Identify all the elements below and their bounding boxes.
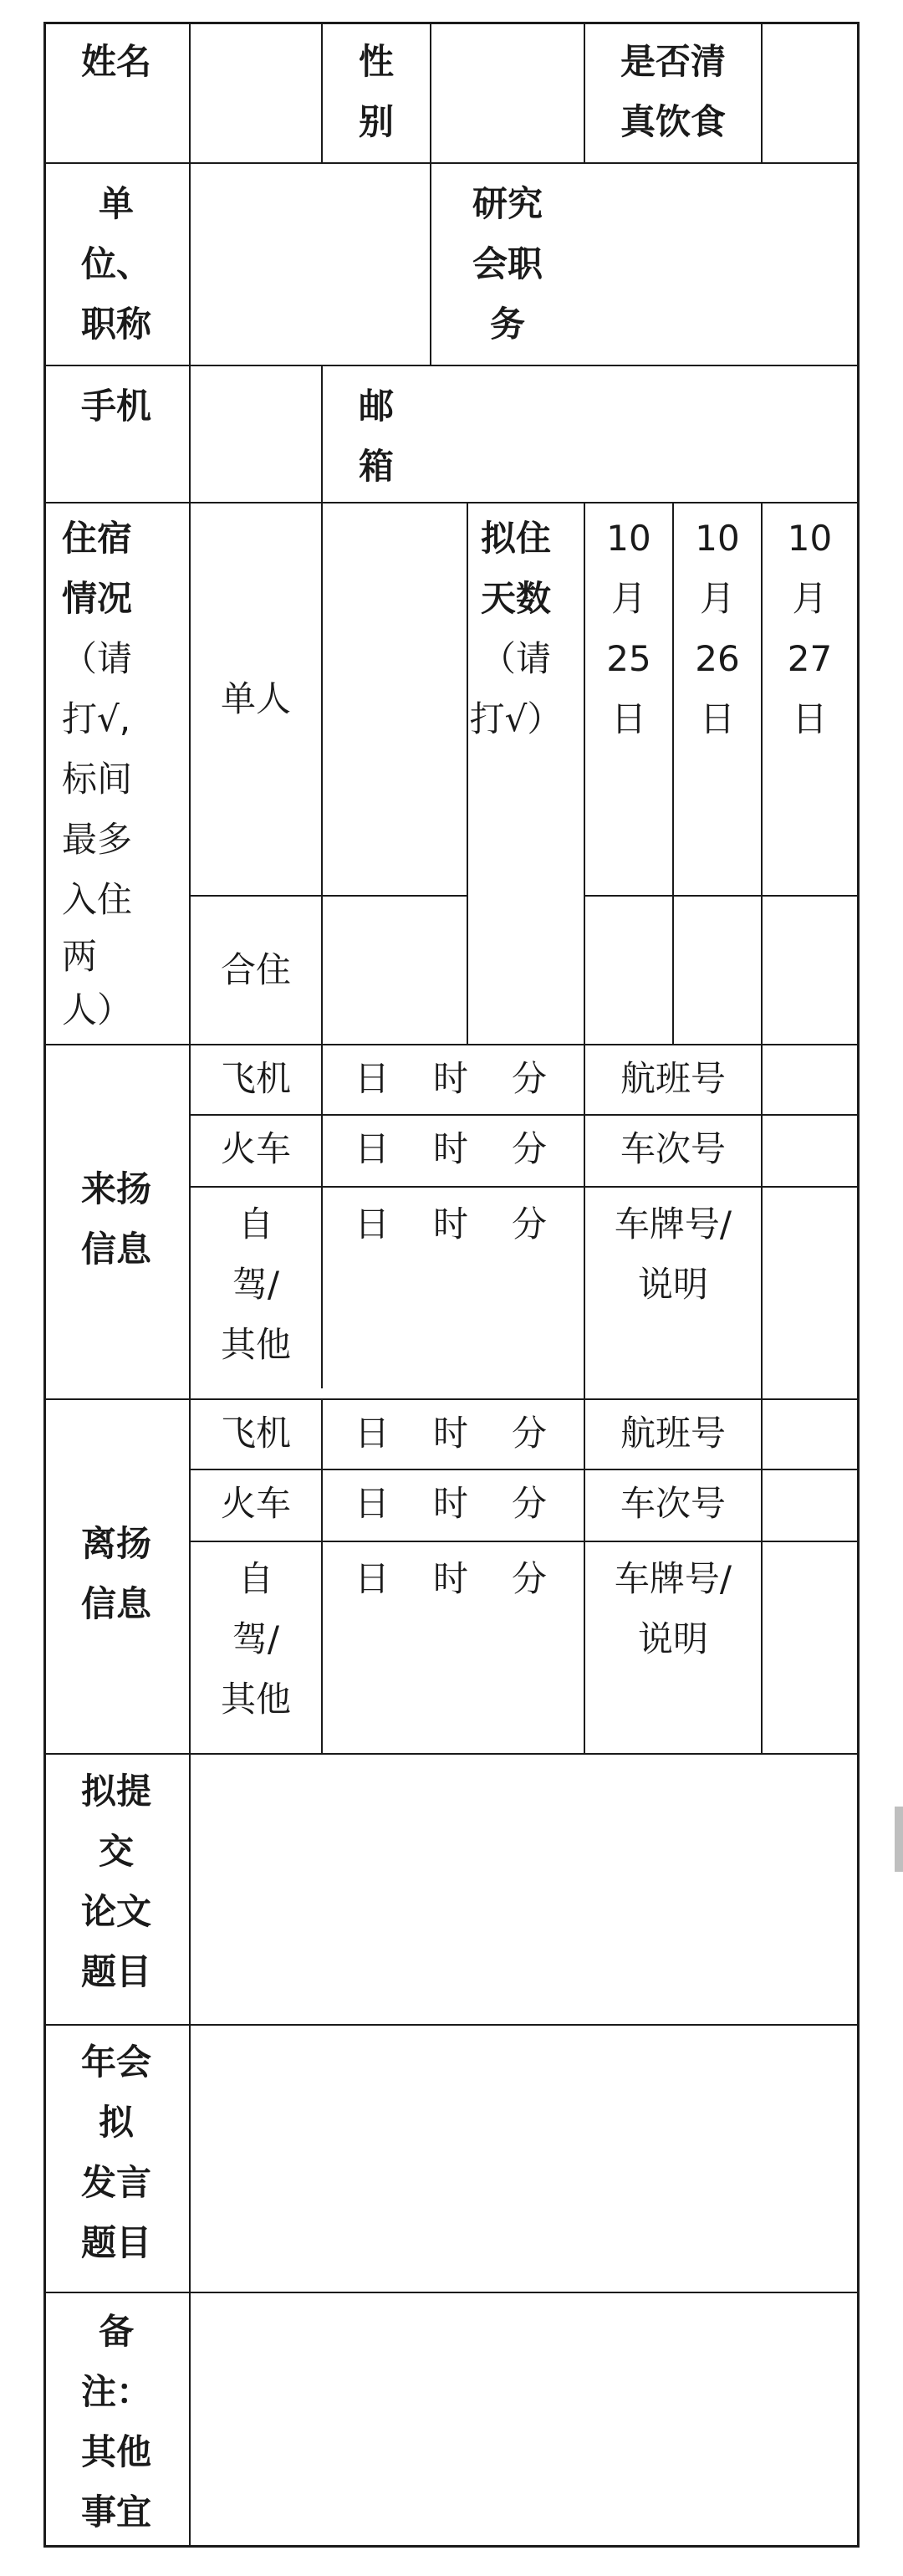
registration-form-table [43, 22, 860, 2548]
date-day-char: 日 [610, 698, 646, 739]
halal-label-line2: 真饮食 [620, 101, 726, 142]
gender-field[interactable] [431, 24, 584, 162]
lodging-label-line1: 住宿 [62, 518, 133, 559]
shared-room-checkbox[interactable] [323, 897, 467, 1044]
arrival-selfdrive-label-line1: 自 [237, 1204, 273, 1245]
date-month-char: 月 [610, 578, 646, 619]
row-divider [189, 1469, 860, 1470]
lodging-label-line3: （请 [62, 638, 133, 679]
stay-days-label-line1: 拟住 [480, 518, 551, 559]
departure-selfdrive-hour: 时 [433, 1558, 469, 1599]
arrival-train-hour: 时 [433, 1128, 469, 1169]
departure-selfdrive-minute: 分 [512, 1558, 548, 1599]
table-border-right [857, 22, 860, 2548]
phone-field[interactable] [191, 366, 321, 502]
departure-train-day: 日 [355, 1483, 390, 1524]
arrival-plate-field[interactable] [763, 1188, 857, 1398]
departure-selfdrive-label-line2: 驾/ [232, 1618, 280, 1659]
date-day-number: 25 [606, 638, 651, 679]
stay-date-26-checkbox[interactable] [674, 897, 761, 1044]
departure-flight-no-field[interactable] [763, 1400, 857, 1469]
notes-label-line1: 备 [98, 2311, 134, 2352]
departure-train-no-label: 车次号 [620, 1483, 726, 1524]
arrival-selfdrive-day: 日 [355, 1204, 390, 1245]
date-month-number: 10 [787, 518, 833, 559]
single-room-label: 单人 [220, 678, 291, 719]
departure-flight-no-label: 航班号 [620, 1413, 726, 1454]
notes-field[interactable] [191, 2293, 857, 2545]
column-divider [321, 1398, 323, 1753]
stay-days-label-line4: 打√） [469, 698, 563, 739]
paper-title-field[interactable] [191, 1755, 857, 2024]
departure-plane-label: 飞机 [220, 1413, 291, 1454]
gender-label-line1: 性 [358, 41, 394, 82]
halal-field[interactable] [763, 24, 857, 162]
departure-label-line2: 信息 [80, 1583, 151, 1624]
lodging-label-line4: 打√, [62, 698, 131, 739]
arrival-selfdrive-label-line3: 其他 [220, 1324, 291, 1365]
society-role-field[interactable] [585, 164, 857, 365]
date-day-char: 日 [792, 698, 828, 739]
shared-room-label: 合住 [220, 949, 291, 990]
email-label-line2: 箱 [358, 446, 394, 487]
lodging-label-line2: 情况 [62, 578, 133, 619]
date-day-char: 日 [699, 698, 735, 739]
notes-label-line4: 事宜 [80, 2492, 151, 2533]
paper-title-label-line3: 论文 [80, 1891, 151, 1932]
email-label-line1: 邮 [358, 386, 394, 427]
phone-label: 手机 [80, 386, 151, 427]
date-month-char: 月 [699, 578, 735, 619]
speech-title-label-line2: 拟 [98, 2102, 134, 2143]
lodging-label-line8: 两 [62, 936, 98, 977]
date-month-number: 10 [695, 518, 740, 559]
departure-label-line1: 离扬 [80, 1523, 151, 1564]
halal-label-line1: 是否清 [620, 41, 726, 82]
lodging-label-line7: 入住 [62, 879, 133, 920]
paper-title-label-line4: 题目 [80, 1951, 151, 1992]
departure-plane-minute: 分 [512, 1413, 548, 1454]
departure-plate-label-line1: 车牌号/ [614, 1558, 732, 1599]
departure-train-hour: 时 [433, 1483, 469, 1524]
arrival-train-day: 日 [355, 1128, 390, 1169]
society-role-label-line2: 会职 [472, 243, 543, 284]
paper-title-label-line1: 拟提 [80, 1771, 151, 1812]
arrival-flight-no-label: 航班号 [620, 1058, 726, 1099]
date-day-number: 27 [787, 638, 833, 679]
lodging-label-line9: 人） [62, 989, 133, 1030]
gender-label-line2: 别 [358, 101, 394, 142]
email-field[interactable] [431, 366, 857, 502]
departure-plane-hour: 时 [433, 1413, 469, 1454]
arrival-selfdrive-label-line2: 驾/ [232, 1264, 280, 1305]
lodging-label-line5: 标间 [62, 759, 133, 800]
arrival-label-line1: 来扬 [80, 1168, 151, 1209]
departure-selfdrive-day: 日 [355, 1558, 390, 1599]
arrival-plate-label-line1: 车牌号/ [614, 1204, 732, 1245]
arrival-plane-day: 日 [355, 1058, 390, 1099]
single-room-checkbox[interactable] [323, 503, 467, 895]
arrival-plate-label-line2: 说明 [637, 1264, 708, 1305]
org-label-line3: 职称 [80, 304, 151, 345]
arrival-train-no-field[interactable] [763, 1116, 857, 1186]
row-divider [189, 1186, 860, 1188]
date-month-char: 月 [792, 578, 828, 619]
lodging-label-line6: 最多 [62, 819, 133, 860]
arrival-plane-label: 飞机 [220, 1058, 291, 1099]
arrival-selfdrive-minute: 分 [512, 1204, 548, 1245]
org-label-line1: 单 [98, 183, 134, 224]
org-title-field[interactable] [191, 164, 430, 365]
row-divider [43, 1398, 860, 1400]
speech-title-label-line1: 年会 [80, 2042, 151, 2083]
name-label: 姓名 [80, 41, 151, 82]
date-month-number: 10 [606, 518, 651, 559]
departure-selfdrive-label-line1: 自 [237, 1558, 273, 1599]
arrival-plane-minute: 分 [512, 1058, 548, 1099]
departure-plate-label-line2: 说明 [637, 1618, 708, 1659]
scrollbar-handle[interactable] [895, 1807, 903, 1872]
arrival-train-no-label: 车次号 [620, 1128, 726, 1169]
arrival-train-label: 火车 [220, 1128, 291, 1169]
departure-plane-day: 日 [355, 1413, 390, 1454]
departure-train-no-field[interactable] [763, 1470, 857, 1541]
date-day-number: 26 [695, 638, 740, 679]
table-border-bottom [43, 2545, 860, 2548]
departure-plate-field[interactable] [763, 1542, 857, 1753]
departure-train-minute: 分 [512, 1483, 548, 1524]
arrival-train-minute: 分 [512, 1128, 548, 1169]
society-role-label-line1: 研究 [472, 183, 543, 224]
arrival-label-line2: 信息 [80, 1229, 151, 1270]
speech-title-label-line3: 发言 [80, 2162, 151, 2203]
stay-days-label-line3: （请 [480, 638, 551, 679]
departure-train-label: 火车 [220, 1483, 291, 1524]
stay-days-label-line2: 天数 [480, 578, 551, 619]
arrival-plane-hour: 时 [433, 1058, 469, 1099]
row-divider [189, 1541, 860, 1542]
notes-label-line3: 其他 [80, 2431, 151, 2472]
name-field[interactable] [191, 24, 321, 162]
speech-title-field[interactable] [191, 2026, 857, 2292]
org-label-line2: 位、 [80, 243, 151, 284]
speech-title-label-line4: 题目 [80, 2222, 151, 2263]
row-divider [43, 1044, 860, 1045]
stay-date-27-checkbox[interactable] [763, 897, 857, 1044]
arrival-selfdrive-hour: 时 [433, 1204, 469, 1245]
paper-title-label-line2: 交 [98, 1831, 134, 1872]
departure-selfdrive-label-line3: 其他 [220, 1679, 291, 1720]
society-role-label-line3: 务 [489, 304, 525, 345]
arrival-flight-no-field[interactable] [763, 1045, 857, 1114]
stay-date-25-checkbox[interactable] [585, 897, 672, 1044]
row-divider [189, 1114, 860, 1116]
notes-label-line2: 注： [80, 2371, 151, 2412]
